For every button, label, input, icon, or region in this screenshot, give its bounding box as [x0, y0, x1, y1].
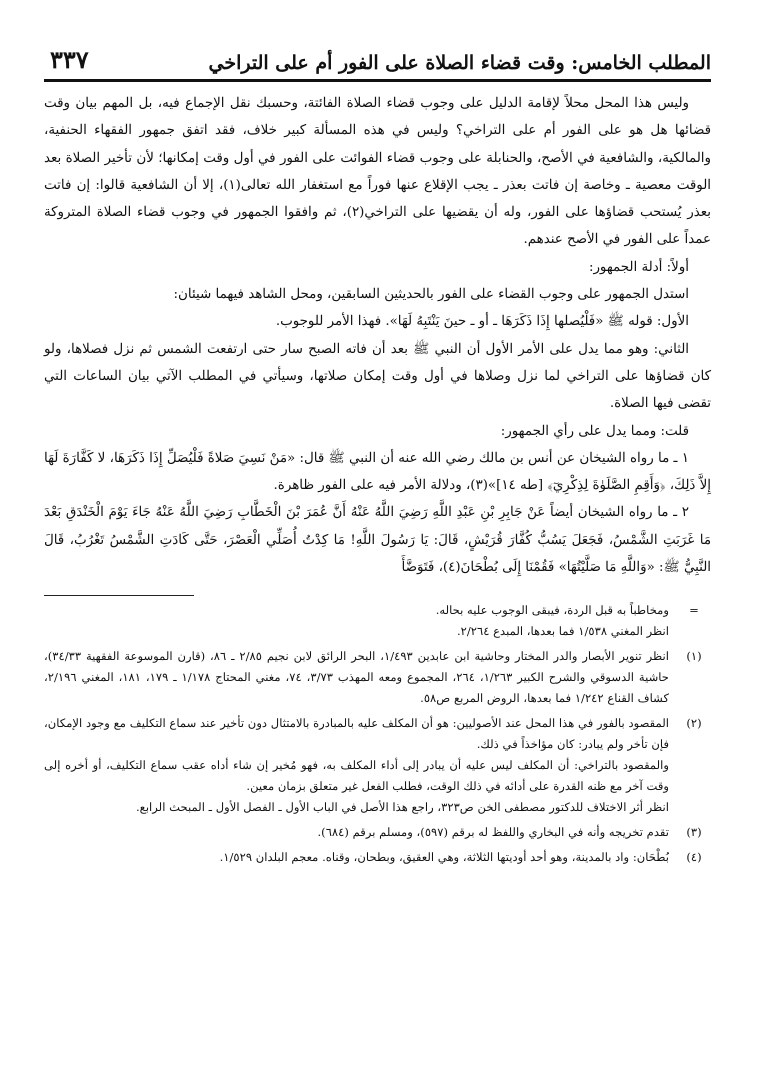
footnote-number: = [689, 603, 699, 618]
footnote-number [677, 621, 711, 642]
footnote-number: (١) [686, 649, 702, 664]
footnote-text: انظر المغني ١/٥٣٨ فما بعدها، المبدع ٢/٢٦٤. [456, 624, 669, 639]
paragraph-hadith-2: ٢ ـ ما رواه الشيخان أيضاً عَنْ جَابِرِ بْنِ عَبْدِ اللَّهِ رَضِيَ اللَّهُ عَنْهُ أَنَّ عُمَرَ بْنَ الْخَطَّابِ رَضِيَ اللَّهُ عَنْهُ جَاءَ يَوْمَ الْخَنْدَقِ بَعْدَ مَا غَرَبَتِ الشَّمْسُ، فَجَعَلَ يَسُبُّ كُفَّارَ قُرَيْشٍ، قَالَ: يَا رَسُولَ اللَّهِ! مَا كِدْتُ أُصَلِّي الْعَصْرَ، حَتَّى كَادَتِ الشَّمْسُ تَغْرُبُ، قَالَ النَّبِيُّ ﷺ: «وَاللَّهِ مَا صَلَّيْتُهَا» فَقُمْنَا إِلَى بُطْحَانَ(٤)، فَتَوَضَّأَ [44, 505, 711, 576]
footnote-text: بُطْحَان: واد بالمدينة، وهو أحد أوديتها الثلاثة، وهي العقيق، وبطحان، وقناه. معجم البلدان ١/٥٢٩. [219, 850, 669, 865]
paragraph-intro: وليس هذا المحل محلاً لإقامة الدليل على وجوب قضاء الصلاة الفائتة، وحسبك نقل الإجماع فيه، بل المهم بيان وقت قضائها هل هو على الفور أم على التراخي؟ وليس في هذه المسألة كبير خلاف، فقد اتفق جمهور الفقهاء الحنفية، والمالكية، والشافعية في الأصح، والحنابلة على وجوب قضاء الفوائت على الفور في أول وقت إمكانها؛ لأن تأخير الصلاة بعد الوقت معصية ـ وخاصة إن فاتت بعذر ـ يجب الإقلاع عنها فوراً مع استغفار الله تعالى(١)، إلا أن الشافعية قالوا: إن فاتت بعذر يُستحب قضاؤها على الفور، وله أن يقضيها على التراخي(٢)، ثم وافقوا الجمهور في وجوب قضاء الصلاة المتروكة عمداً على الفور في الأصح عندهم. [44, 96, 711, 248]
chapter-title: المطلب الخامس: وقت قضاء الصلاة على الفور أم على التراخي [208, 52, 711, 74]
running-header [44, 40, 711, 82]
footnote-separator [44, 595, 194, 596]
heading-evidence: أولاً: أدلة الجمهور: [588, 259, 689, 275]
footnote-text: ومخاطباً به قبل الردة، فيبقى الوجوب عليه بحاله. [435, 603, 669, 618]
paragraph-hadith-1: ١ ـ ما رواه الشيخان عن أنس بن مالك رضي الله عنه أن النبي ﷺ قال: «مَنْ نَسِيَ صَلاةً فَلْيُصَلِّ إِذَا ذَكَرَهَا، لا كَفَّارَةَ لَهَا إِلاَّ ذَلِكَ، ﴿وَأَقِمِ الصَّلَوٰةَ لِذِكْرِيٓ﴾ [طه ١٤]»(٣)، ودلالة الأمر فيه على الفور ظاهرة. [44, 450, 711, 494]
footnote-number [677, 797, 711, 818]
footnote [44, 822, 711, 843]
footnote-text: انظر أثر الاختلاف للدكتور مصطفى الخن ص٣٢٣، راجع هذا الأصل في الباب الأول ـ الفصل الأول ـ المبحث الرابع. [135, 800, 669, 815]
footnote [44, 797, 711, 818]
footnote-number: (٤) [686, 850, 702, 865]
paragraph-first-point: الأول: قوله ﷺ «فَلْيُصلها إِذَا ذَكَرَهَا ـ أو ـ حينَ يَنْتَبِهُ لَهَا». فهذا الأمر للوجوب. [275, 314, 689, 330]
paragraph-second-point: الثاني: وهو مما يدل على الأمر الأول أن النبي ﷺ بعد أن فاته الصبح سار حتى ارتفعت الشمس ثم نزل فصلاها، ولو كان قضاؤها على التراخي لما نزل وصلاها في أول وقت إمكان صلاتها، وسيأتي في المطلب الآتي بيان الساعات التي تقضى فيها الصلاة. [44, 341, 711, 412]
footnote [44, 646, 711, 709]
page-number: ٣٣٧ [50, 45, 89, 74]
paragraph-evidence: استدل الجمهور على وجوب القضاء على الفور بالحديثين السابقين، ومحل الشاهد فيهما شيئان: [173, 287, 689, 303]
footnotes [44, 600, 711, 868]
footnote-text: تقدم تخريجه وأنه في البخاري واللفظ له برقم (٥٩٧)، ومسلم برقم (٦٨٤). [317, 825, 669, 840]
page [44, 40, 711, 1080]
paragraph-qultu: قلت: ومما يدل على رأي الجمهور: [500, 423, 689, 439]
footnote-number [677, 755, 711, 797]
footnote-text: انظر تنوير الأبصار والدر المختار وحاشية ابن عابدين ١/٤٩٣، البحر الرائق لابن نجيم ٢/٨٥ ـ ٨٦، (قارن الموسوعة الفقهية ٣٤/٣٣)، حاشية الدسوقي والشرح الكبير ١/٢٦٣، ٢٦٤، المجموع ومعه المهذب ٣/٧٣، ٧٤، مغني المحتاج ١/١٧٨ ـ ١٧٩، ١٨١، المغني ٢/١٩٦، كشاف القناع ١/٢٤٢ فما بعدها، الروض المربع ص٥٨. [44, 649, 669, 706]
footnote-text: والمقصود بالتراخي: أن المكلف ليس عليه أن يبادر إلى أداء المكلف به، فهو مُخير إن شاء أداه عقب سماع التكليف، أو أخره إلى وقت آخر مع ظنه القدرة على أدائه في ذلك الوقت، فطلب الفعل غير متعلق بزمان معين. [44, 758, 669, 794]
footnote [44, 600, 711, 621]
footnote [44, 713, 711, 755]
footnote-number: (٢) [686, 716, 702, 731]
footnote [44, 621, 711, 642]
footnote [44, 755, 711, 797]
main-text [44, 90, 711, 581]
footnote-number: (٣) [686, 825, 702, 840]
footnote-text: المقصود بالفور في هذا المحل عند الأصوليين: هو أن المكلف عليه بالمبادرة بالامتثال دون تأخير عند سماع التكليف مع وجود الإمكان، فإن تأخر ولم يبادر: كان مؤاخذاً في ذلك. [44, 716, 669, 752]
footnote [44, 847, 711, 868]
